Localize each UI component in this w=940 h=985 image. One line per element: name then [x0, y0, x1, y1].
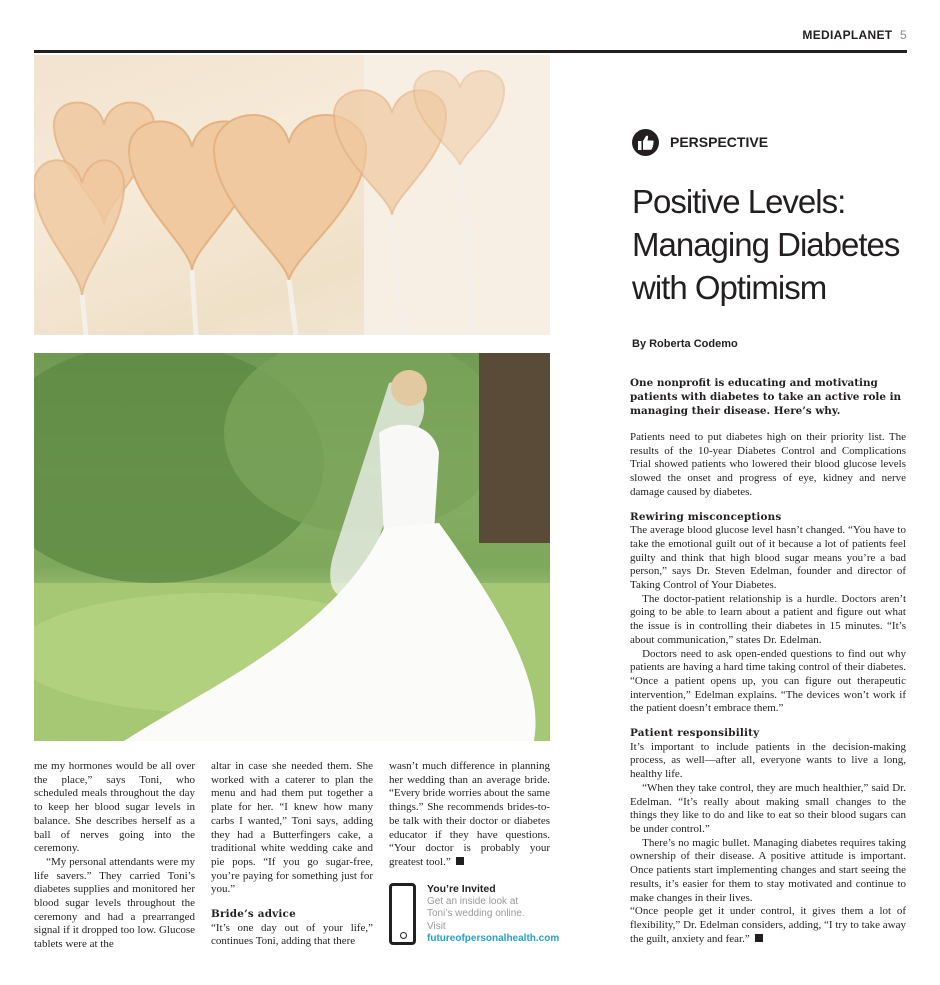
invite-line-2: Toni’s wedding online. — [427, 908, 525, 919]
invite-link[interactable]: futureofpersonalhealth.com — [427, 933, 560, 944]
headline-line-1: Positive Levels: — [632, 183, 846, 220]
column-2-text — [211, 760, 373, 949]
right-column-text — [630, 431, 906, 946]
invite-text — [427, 883, 560, 946]
column-3-text — [389, 760, 550, 870]
paragraph: me my hormones would be all over the place,” says Toni, who scheduled meals throughout the day to keep her blood sugar levels in balance. She describes herself as a ball of nerves going into the ceremony. — [34, 760, 195, 855]
headline-line-2: Managing Diabetes — [632, 226, 900, 263]
paragraph: Doctors need to ask open-ended questions to find out why patients are having a hard time taking control of their diabetes. “Once a patient opens up, you can figure out therapeutic intervention,” Edelman explains. “The devices won’t work if the patient doesn’t embrace them.” — [630, 647, 906, 715]
paragraph: wasn’t much difference in planning her wedding than an average bride. “Every bride worries about the same things.” She recommends brides-to-be talk with their doctor or diabetes educator if they have questions. “Your doctor is probably your greatest tool.” — [389, 760, 550, 868]
bride-photo — [34, 353, 550, 741]
invite-title: You’re Invited — [427, 883, 496, 895]
paragraph: The doctor-patient relationship is a hurdle. Doctors aren’t going to be able to learn about a patient and figure out what the issue is in controlling their diabetes in 15 minutes. “It’s about communication,” states Dr. Edelman. — [630, 592, 906, 646]
page-header — [34, 28, 907, 48]
paragraph: “It’s one day out of your life,” continues Toni, adding that there — [211, 921, 373, 948]
subheading: Bride’s advice — [211, 908, 296, 921]
smartphone-icon — [389, 883, 416, 945]
invite-visit: Visit — [427, 920, 446, 932]
page-number: 5 — [900, 28, 907, 42]
paragraph: Patients need to put diabetes high on their priority list. The results of the 10-year Diabetes Control and Complications Trial showed patients who lowered their blood glucose levels slowed the onset and progress of eye, kidney and nerve damage caused by diabetes. — [630, 431, 906, 498]
subheading: Rewiring misconceptions — [630, 510, 782, 523]
section-label — [632, 128, 768, 156]
paragraph: altar in case she needed them. She worked with a caterer to plan the menu and had them put together a plate for her. “I knew how many carbs I wanted,” Toni says, adding they had a Butterfingers cake, a traditional white wedding cake and pie pops. “If you go sugar-free, you’re paying for something just for you.” — [211, 760, 373, 896]
end-of-article-mark — [755, 934, 763, 942]
bride-illustration — [34, 353, 550, 741]
end-of-article-mark — [456, 857, 464, 865]
paragraph: It’s important to include patients in the decision-making process, as well—after all, everyone wants to live a long, healthy life. — [630, 740, 906, 781]
invite-line-1: Get an inside look at — [427, 895, 519, 907]
invite-box — [389, 883, 559, 949]
headline-line-3: with Optimism — [632, 269, 827, 306]
deck: One nonprofit is educating and motivating patients with diabetes to take an active role in managing their disease. Here’s why. — [630, 377, 902, 417]
header-rule — [34, 50, 907, 53]
paragraph: “My personal attendants were my life savers.” They carried Toni’s diabetes supplies and monitored her blood sugar levels throughout the ceremony and had a prearranged signal if it dropped too low. Glucose tablets were at the — [34, 855, 195, 951]
thumbs-up-icon — [632, 129, 659, 156]
publication-name: MEDIAPLANET — [802, 28, 893, 42]
paragraph: The average blood glucose level hasn’t changed. “You have to take the emotional guilt out of it because a lot of patients feel guilty and think that high blood sugar means you’re a bad person,” says Dr. Steven Edelman, founder and director of Taking Control of Your Diabetes. — [630, 524, 906, 592]
pie-pops-illustration — [34, 55, 550, 335]
paragraph: “Once people get it under control, it gives them a lot of flexibility,” Dr. Edelman considers, adding, “I try to take away the guilt, anxiety and fear.” — [630, 905, 906, 945]
paragraph: There’s no magic bullet. Managing diabetes requires taking ownership of their disease. A positive attitude is important. Once patients start implementing changes and start seeing the results, it’s easier for them to stay motivated and continue to make changes in their lives. — [630, 836, 906, 904]
byline: By Roberta Codemo — [632, 338, 738, 350]
column-1-text — [34, 760, 195, 952]
headline — [632, 180, 912, 309]
section-title: PERSPECTIVE — [670, 134, 769, 150]
paragraph: “When they take control, they are much healthier,” said Dr. Edelman. “It’s really about making small changes to the things they like to do and like to eat so their blood sugars can be under control.” — [630, 781, 906, 835]
subheading: Patient responsibility — [630, 727, 760, 740]
pie-pops-photo — [34, 55, 550, 335]
